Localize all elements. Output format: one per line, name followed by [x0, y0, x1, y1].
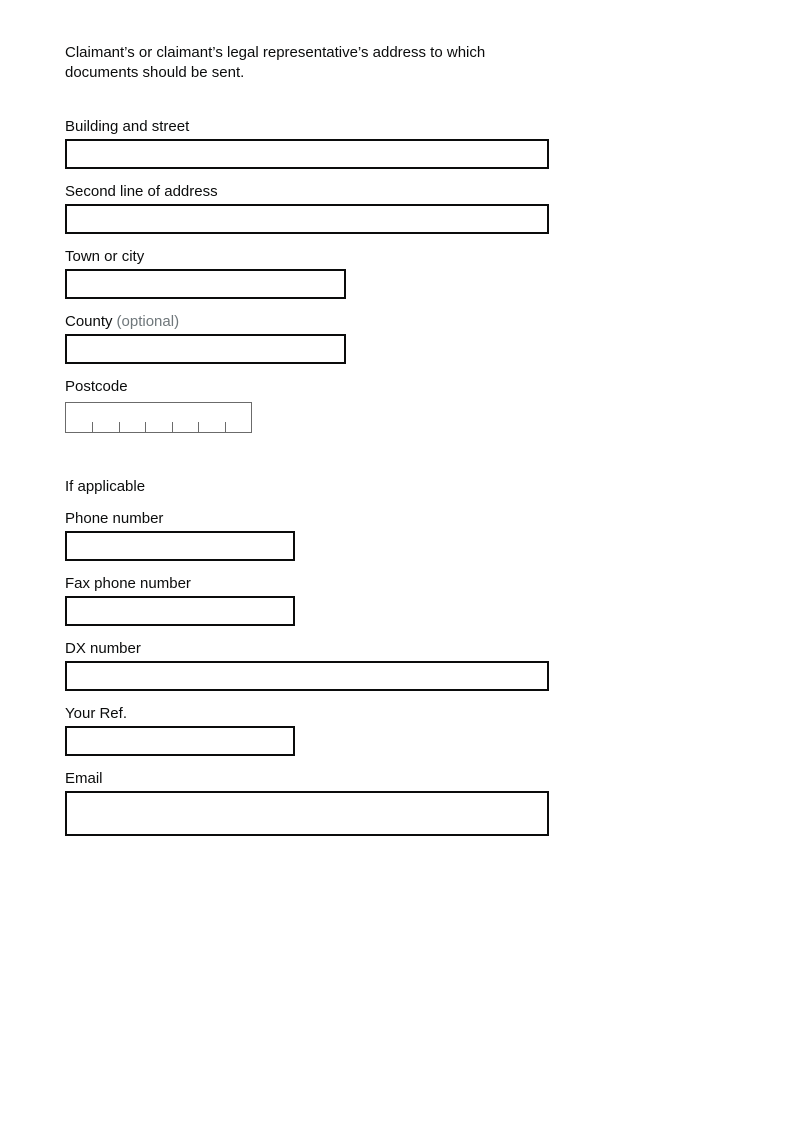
phone-number-input[interactable] — [65, 531, 295, 561]
dx-number-input[interactable] — [65, 661, 549, 691]
fax-number-input[interactable] — [65, 596, 295, 626]
intro-text: Claimant’s or claimant’s legal representative’s address to which documents should be sent. — [65, 44, 486, 81]
your-ref-input[interactable] — [65, 726, 295, 756]
postcode-input[interactable] — [66, 403, 251, 432]
dx-number-label: DX number — [65, 640, 141, 657]
email-field-group — [65, 770, 800, 836]
town-city-field — [65, 248, 800, 299]
county-label — [65, 313, 800, 331]
county-field — [65, 313, 800, 364]
town-city-input[interactable] — [65, 269, 346, 299]
address-line2-input[interactable] — [65, 204, 549, 234]
fax-number-field — [65, 575, 800, 626]
county-label-text: County — [65, 313, 113, 330]
dx-number-field — [65, 640, 800, 691]
your-ref-label: Your Ref. — [65, 705, 127, 722]
email-input[interactable] — [65, 791, 549, 836]
address-line2-field — [65, 183, 800, 234]
building-street-input[interactable] — [65, 139, 549, 169]
county-optional-hint: (optional) — [116, 313, 180, 330]
if-applicable-heading: If applicable — [65, 478, 146, 495]
building-street-label: Building and street — [65, 118, 190, 135]
phone-number-label: Phone number — [65, 510, 164, 527]
address-line2-label: Second line of address — [65, 183, 218, 200]
email-label: Email — [65, 770, 103, 787]
county-input[interactable] — [65, 334, 346, 364]
postcode-field — [65, 378, 800, 433]
town-city-label: Town or city — [65, 248, 145, 265]
your-ref-field — [65, 705, 800, 756]
postcode-box — [65, 402, 252, 433]
phone-number-field — [65, 510, 800, 561]
fax-number-label: Fax phone number — [65, 575, 191, 592]
postcode-label: Postcode — [65, 378, 128, 395]
building-street-field — [65, 118, 800, 169]
